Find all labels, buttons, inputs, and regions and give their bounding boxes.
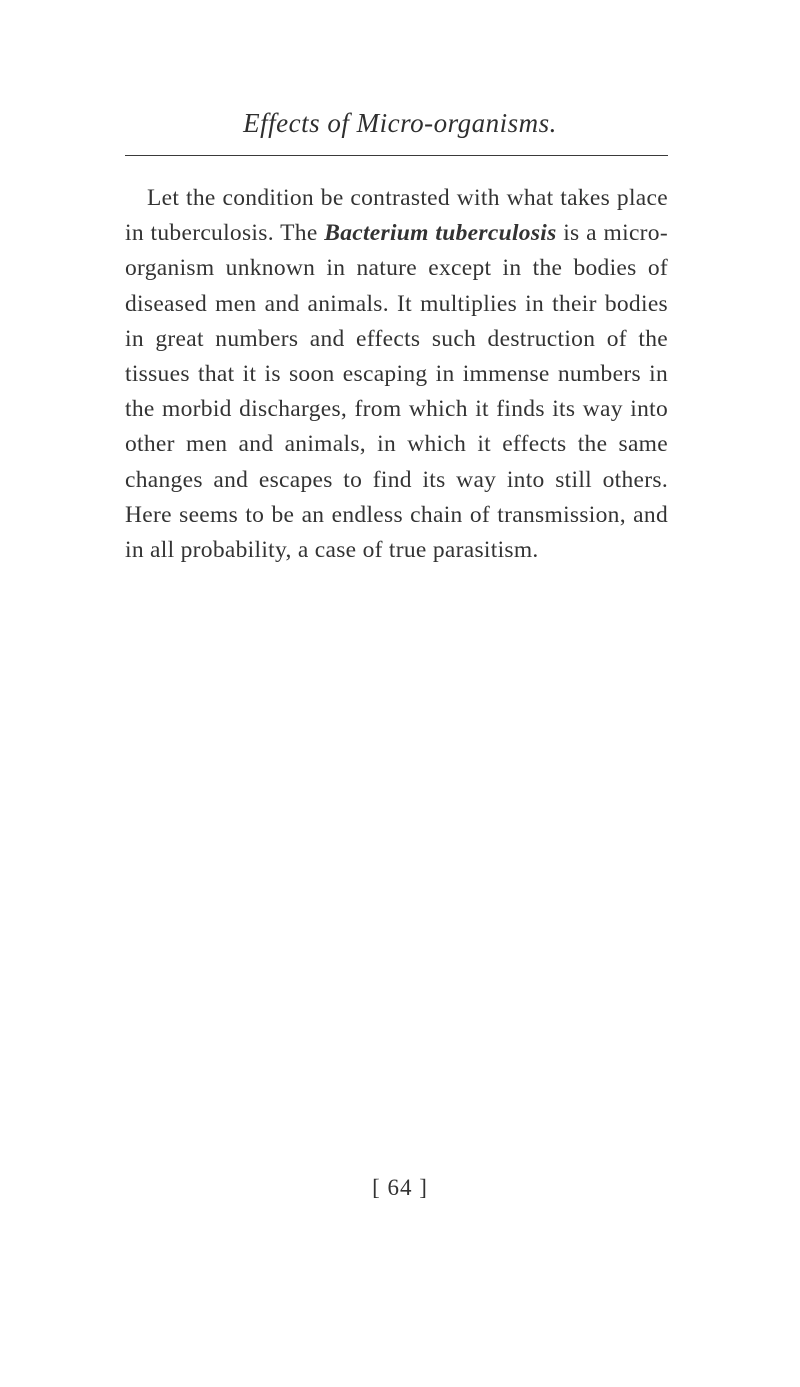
page-number: [ 64 ] [372, 1175, 428, 1200]
header-rule [125, 155, 668, 156]
paragraph-text-end: is a micro-organism unknown in nature except in the bodies of diseased men and animals. It multiplies in their bodies in great numbers and effects such destruction of the tissues that it is soon escaping in immense numbers in the morbid discharges, from which it finds its way into other men and animals, in which it effects the same changes and escapes to find its way into still others. Here seems to be an endless chain of transmission, and in all probability, a case of true parasitism. [125, 220, 668, 564]
body-paragraph [125, 181, 668, 568]
species-name: Bacterium tuberculosis [324, 220, 557, 247]
paragraph-text-start: Let the condition be contrasted with what takes place in tuberculosis. The [125, 185, 668, 247]
page-header: Effects of Micro-organisms. [243, 108, 557, 138]
